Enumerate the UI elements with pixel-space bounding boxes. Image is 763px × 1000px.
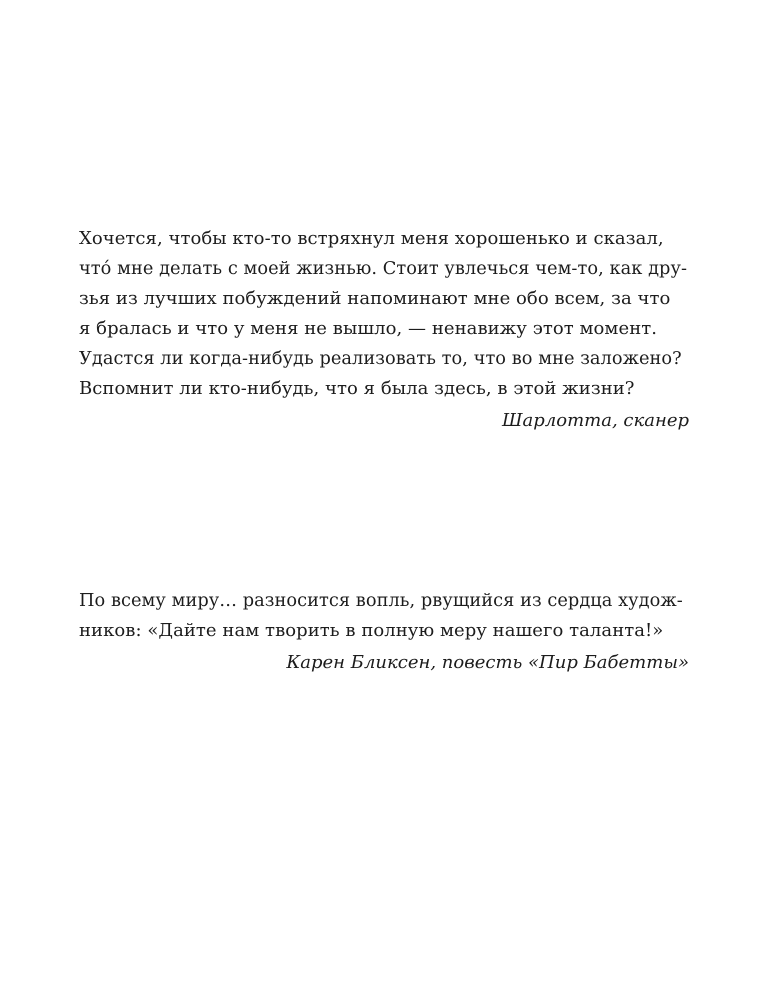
epigraph-text (79, 224, 689, 404)
epigraph-line: я бралась и что у меня не вышло, — ненавижу этот момент. (79, 318, 658, 339)
epigraph-line: Вспомнит ли кто-нибудь, что я была здесь, в этой жизни? (79, 378, 635, 399)
epigraph-attribution: Карен Бликсен, повесть «Пир Бабетты» (286, 652, 689, 673)
epigraph-line: Удастся ли когда-нибудь реализовать то, что во мне заложено? (79, 349, 682, 369)
epigraph-line: зья из лучших побуждений напоминают мне обо всем, за что (79, 288, 671, 309)
epigraph-line: ников: «Дайте нам творить в полную меру нашего таланта!» (79, 620, 664, 641)
epigraph-quote (79, 224, 689, 436)
epigraph-text (79, 586, 689, 646)
epigraph-line: что́ мне делать с моей жизнью. Стоит увлечься чем-то, как дру- (79, 259, 688, 279)
epigraph-line: По всему миру… разносится вопль, рвущийся из сердца худож- (79, 591, 683, 611)
epigraph-line: Хочется, чтобы кто-то встряхнул меня хорошенько и сказал, (79, 228, 664, 249)
epigraph-attribution: Шарлотта, сканер (502, 410, 689, 431)
epigraph-quote (79, 586, 689, 678)
